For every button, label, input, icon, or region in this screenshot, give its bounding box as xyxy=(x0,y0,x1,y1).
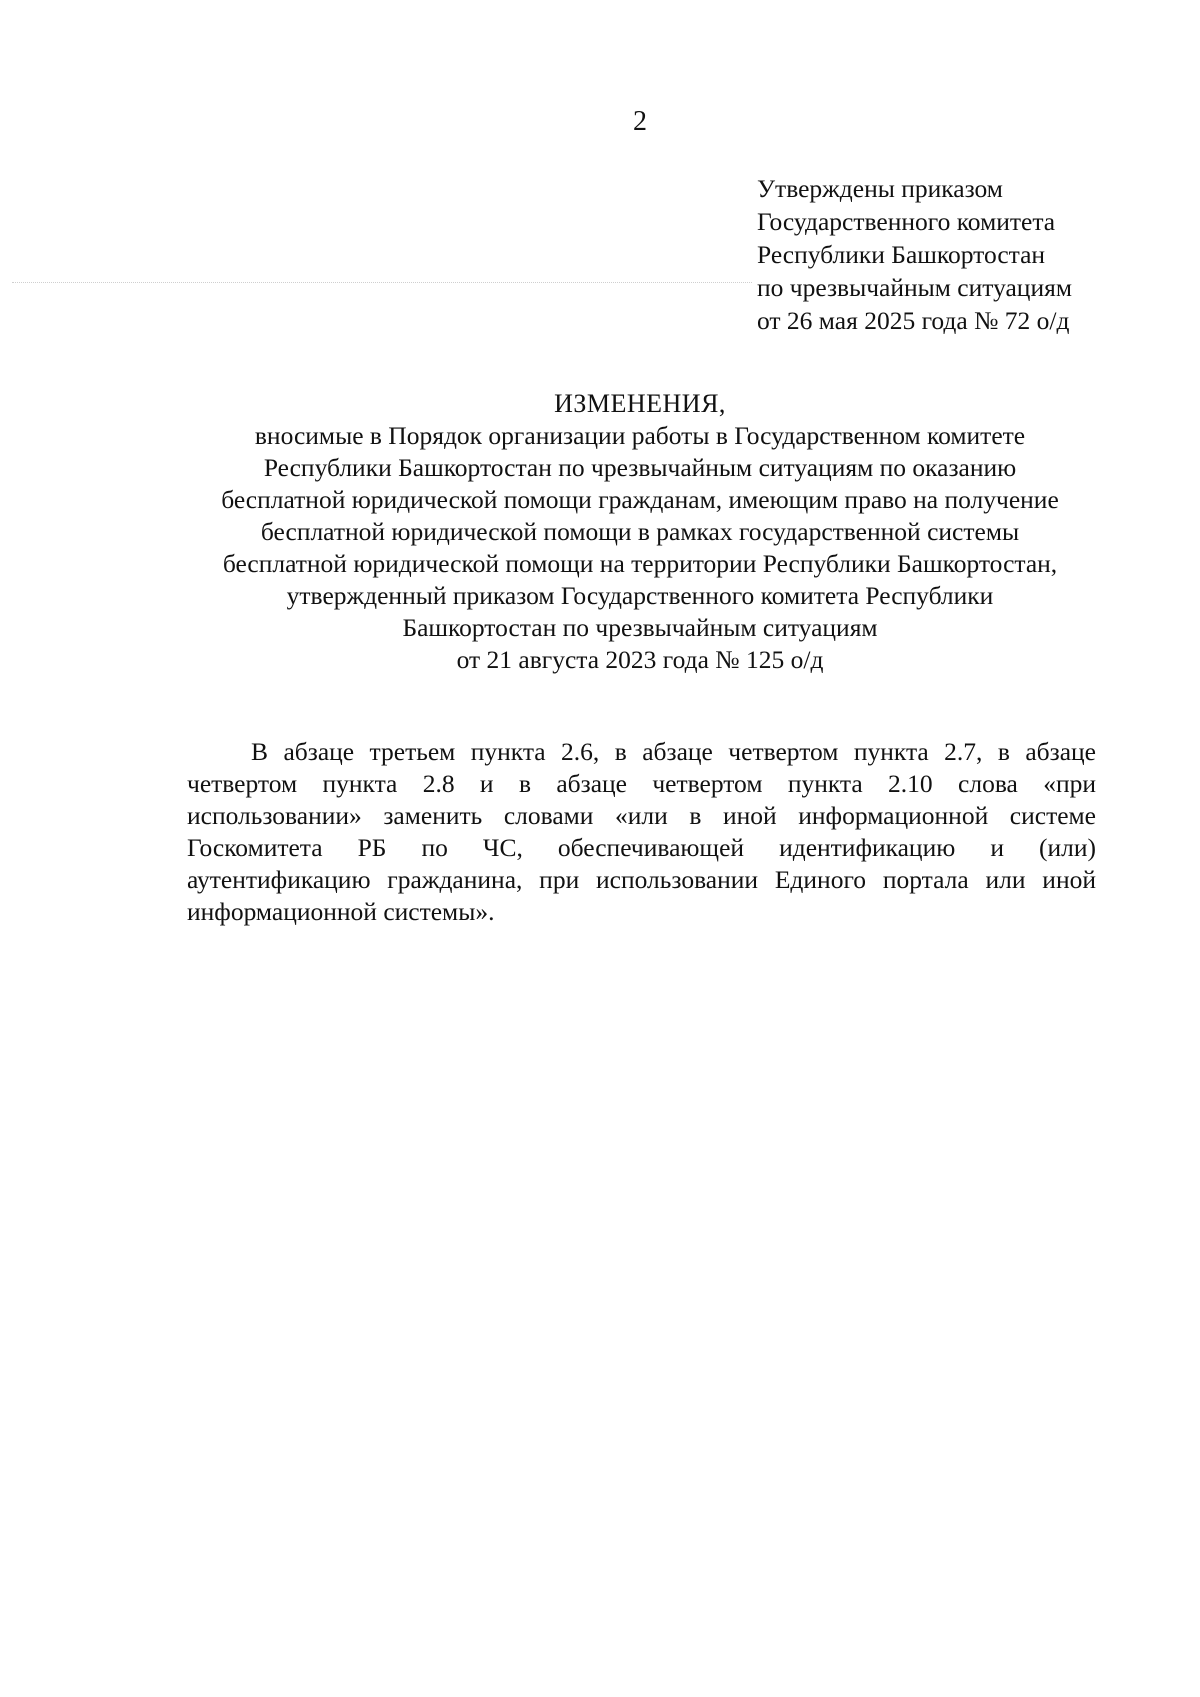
body-line: использовании» заменить словами «или в иной информационной системе xyxy=(187,801,1096,830)
body-line: аутентификацию гражданина, при использовании Единого портала или иной xyxy=(187,865,1096,894)
approval-block xyxy=(757,172,1177,337)
heading-line: от 21 августа 2023 года № 125 о/д xyxy=(456,645,824,674)
approval-line: Государственного комитета xyxy=(757,207,1056,236)
page-number: 2 xyxy=(633,106,647,137)
body-paragraph xyxy=(187,736,1096,928)
heading-line: вносимые в Порядок организации работы в Государственном комитете xyxy=(254,421,1026,450)
approval-line: Республики Башкортостан xyxy=(757,240,1046,269)
approval-line: от 26 мая 2025 года № 72 о/д xyxy=(757,306,1070,335)
heading-line: бесплатной юридической помощи в рамках государственной системы xyxy=(260,517,1020,546)
body-line: В абзаце третьем пункта 2.6, в абзаце четвертом пункта 2.7, в абзаце xyxy=(251,737,1096,766)
heading-line: бесплатной юридической помощи гражданам, имеющим право на получение xyxy=(221,485,1059,514)
heading-line: бесплатной юридической помощи на территории Республики Башкортостан, xyxy=(222,549,1058,578)
heading-line: Башкортостан по чрезвычайным ситуациям xyxy=(402,613,878,642)
heading-line: утвержденный приказом Государственного комитета Республики xyxy=(286,581,994,610)
heading-line: Республики Башкортостан по чрезвычайным ситуациям по оказанию xyxy=(263,453,1017,482)
body-line: информационной системы». xyxy=(187,897,495,926)
approval-line: Утверждены приказом xyxy=(757,174,1003,203)
body-line: Госкомитета РБ по ЧС, обеспечивающей идентификацию и (или) xyxy=(187,833,1096,862)
heading-title: ИЗМЕНЕНИЯ, xyxy=(554,389,726,418)
body-line: четвертом пункта 2.8 и в абзаце четвертом пункта 2.10 слова «при xyxy=(187,769,1096,798)
document-heading xyxy=(180,388,1100,676)
scan-artifact-line xyxy=(12,282,752,283)
approval-line: по чрезвычайным ситуациям xyxy=(757,273,1072,302)
